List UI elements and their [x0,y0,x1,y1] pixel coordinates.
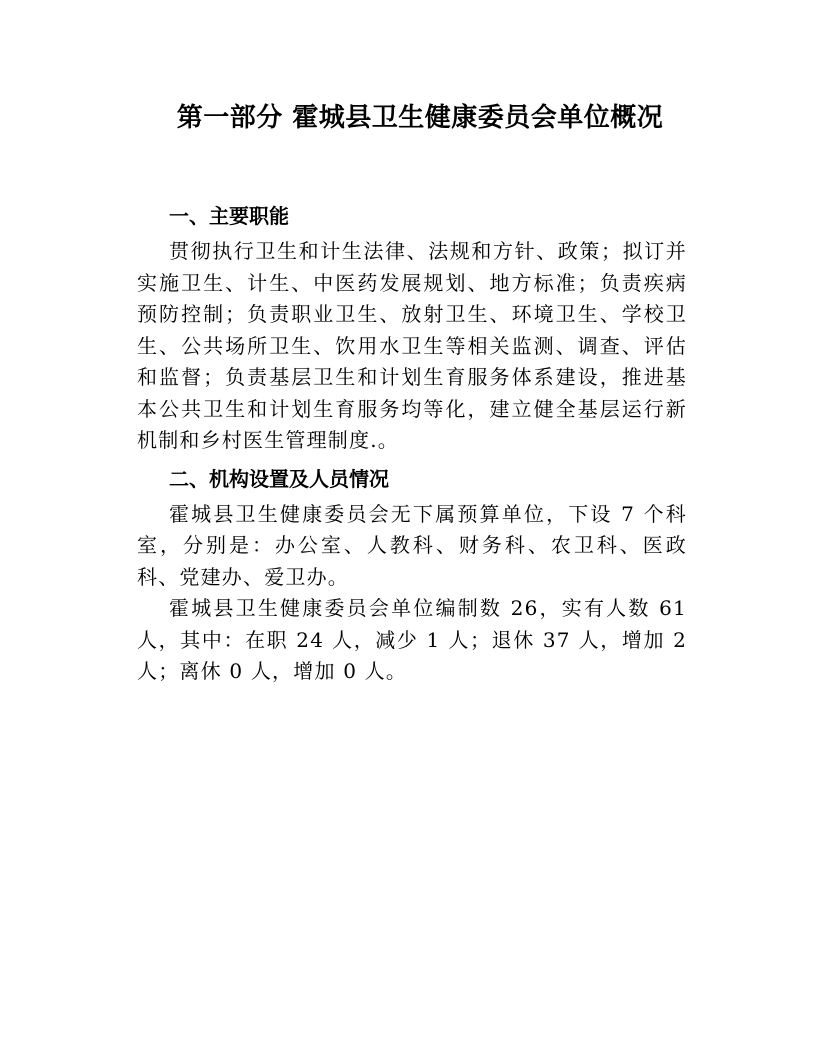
body-paragraph: 霍城县卫生健康委员会单位编制数 26，实有人数 61 人，其中：在职 24 人，减少 1 人；退休 37 人，增加 2 人；离休 0 人，增加 0 人。 [137,596,687,683]
body-paragraph: 霍城县卫生健康委员会无下属预算单位，下设 7 个科室，分别是：办公室、人教科、财务科、农卫科、医政科、党建办、爱卫办。 [137,501,687,589]
section-heading: 二、机构设置及人员情况 [169,466,389,491]
section-main-functions [137,200,687,457]
section-heading: 一、主要职能 [169,204,289,228]
section-organization-staffing [137,463,687,688]
document-body [137,200,687,688]
document-title: 第一部分 霍城县卫生健康委员会单位概况 [176,103,664,133]
body-paragraph: 贯彻执行卫生和计生法律、法规和方针、政策；拟订并实施卫生、计生、中医药发展规划、地方标准；负责疾病预防控制；负责职业卫生、放射卫生、环境卫生、学校卫生、公共场所卫生、饮用水卫生等相关监测、调查、评估和监督；负责基层卫生和计划生育服务体系建设，推进基本公共卫生和计划生育服务均等化，建立健全基层运行新机制和乡村医生管理制度.。 [137,239,687,452]
